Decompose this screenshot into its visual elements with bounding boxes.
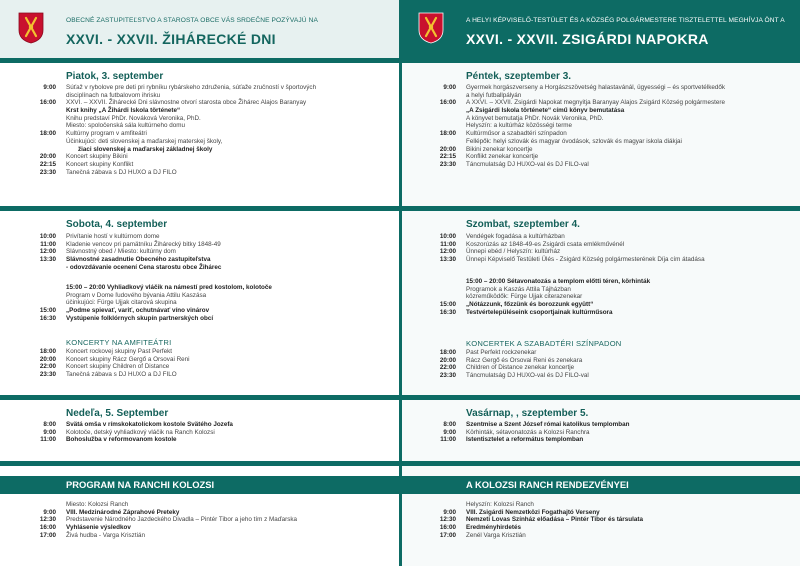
event-time: 18:00: [439, 349, 456, 356]
event-text: VIII. Medzinárodné Záprahové Preteky: [66, 508, 180, 516]
event-text: Bohoslužba v reformovanom kostole: [66, 436, 177, 444]
event-text: Knihu predstaví PhDr. Nováková Veronika, PhD.: [66, 114, 201, 122]
ranch-title: PROGRAM NA RANCHI KOLOZSI: [0, 476, 400, 494]
coat-of-arms-icon: [418, 12, 444, 44]
event-text: „A Zsigárdi Iskola története“ című könyv bemutatása: [466, 107, 625, 115]
slovak-header: [0, 0, 400, 58]
schedule-row: [400, 509, 800, 517]
event-time: 23:30: [39, 371, 56, 379]
schedule-row: [400, 256, 800, 264]
event-text: Program v Dome ľudového bývania Attilu Kaszása: [66, 291, 207, 299]
event-time: 15:00: [439, 301, 456, 309]
event-text: „Podme spievať, variť, ochutnávať víno vinárov: [66, 307, 210, 315]
schedule-row: [400, 130, 800, 138]
event-text: žiaci slovenskej a maďarskej základnej školy: [78, 145, 213, 153]
schedule-row: [0, 532, 400, 540]
section-divider: [400, 206, 800, 211]
event-text: VIII. Zsigárdi Nemzetközi Fogathajtó Verseny: [466, 508, 600, 516]
schedule-row: [0, 84, 400, 92]
event-text: Programok a Kaszás Attila Tájházban: [466, 285, 571, 293]
schedule-row: [0, 130, 400, 138]
schedule-row: [0, 509, 400, 517]
schedule-list: [0, 501, 400, 539]
schedule-row: [400, 524, 800, 532]
schedule-row: [0, 284, 400, 292]
section-divider: [400, 58, 800, 63]
event-time: 11:00: [40, 240, 56, 248]
event-text: účinkujúci: Fürge Ujjak citarová skupina: [66, 299, 177, 307]
section-divider: [400, 461, 800, 466]
event-text: Tanečná zábava s DJ HUXO a DJ FILO: [66, 168, 177, 176]
event-time: 23:30: [439, 372, 456, 380]
event-time: 16:00: [39, 524, 56, 532]
event-time: 18:00: [39, 348, 56, 355]
event-text: Vendégek fogadása a kultúrházban: [466, 233, 565, 240]
event-time: 10:00: [39, 233, 56, 240]
event-time: 12:00: [439, 248, 456, 256]
event-text: Vystúpenie folklórnych skupín partnerských obcí: [66, 314, 214, 322]
schedule-row: [400, 421, 800, 429]
schedule-row: [0, 307, 400, 315]
schedule-row: [0, 421, 400, 429]
event-text: Past Perfekt rockzenekar: [466, 349, 537, 356]
event-text: Účinkujúci: deti slovenskej a maďarskej materskej školy,: [66, 137, 223, 145]
event-text: Krst knihy „A Žihárdi Iskola története“: [66, 107, 181, 115]
schedule-row: [0, 138, 400, 146]
event-text: Vyhlásenie výsledkov: [66, 524, 131, 532]
event-time: 22:00: [39, 363, 56, 371]
event-time: 9:00: [43, 428, 56, 436]
section-divider: [0, 58, 400, 63]
hungarian-column: [400, 0, 800, 566]
event-text: 15:00 – 20:00 Sétavonatozás a templom előtti téren, körhinták: [466, 278, 651, 285]
column-divider: [399, 0, 402, 566]
event-text: Kolotoče, detský vyhliadkový vláčik na Ranch Kolozsi: [66, 428, 215, 436]
schedule-row: [400, 233, 800, 241]
schedule-row: [0, 264, 400, 272]
event-time: 20:00: [439, 356, 456, 364]
event-text: Eredményhirdetés: [466, 524, 521, 532]
event-time: 17:00: [39, 531, 56, 539]
event-text: Koszorúzás az 1848-49-es Zsigárdi csata emlékművénél: [466, 240, 625, 248]
event-title: XXVI. - XXVII. ŽIHÁRECKÉ DNI: [66, 31, 276, 47]
event-text: Kultúrny program v amfiteátri: [66, 130, 147, 138]
event-text: Bikini zenekar koncertje: [466, 145, 533, 153]
schedule-row: [0, 169, 400, 177]
concerts-subheading: KONCERTY NA AMFITEÁTRI: [66, 338, 172, 347]
event-time: 8:00: [43, 421, 56, 428]
section-divider: [0, 395, 400, 400]
event-time: 18:00: [39, 130, 56, 138]
event-time: 13:30: [39, 256, 56, 264]
schedule-list: [400, 421, 800, 444]
schedule-list: [0, 233, 400, 271]
schedule-row: [400, 115, 800, 123]
event-time: 20:00: [39, 355, 56, 363]
schedule-row: [400, 436, 800, 444]
schedule-row: [0, 356, 400, 364]
schedule-row: [400, 241, 800, 249]
schedule-row: [400, 84, 800, 92]
schedule-list: [0, 421, 400, 444]
schedule-row: [0, 146, 400, 154]
event-text: A XXVI. – XXVII. Zsigárdi Napokat megnyitja Baranyay Alajos Zsigárd Község polgármestere: [466, 99, 725, 107]
event-text: Konflikt zenekar koncertje: [466, 153, 539, 161]
event-time: 9:00: [43, 84, 56, 91]
event-time: 9:00: [43, 508, 56, 516]
day-title: Sobota, 4. september: [66, 219, 168, 230]
event-text: Koncert skupiny Konflikt: [66, 160, 134, 168]
event-time: 9:00: [443, 508, 456, 516]
schedule-list: [400, 233, 800, 264]
event-text: Kultúrműsor a szabadtéri színpadon: [466, 130, 567, 138]
event-time: 11:00: [440, 436, 456, 444]
ranch-title: A KOLOZSI RANCH RENDEZVÉNYEI: [400, 476, 800, 494]
event-text: Koncert skupiny Children of Distance: [66, 363, 170, 371]
event-title: XXVI. - XXVII. ZSIGÁRDI NAPOKRA: [466, 31, 709, 47]
schedule-row: [0, 299, 400, 307]
schedule-row: [400, 516, 800, 524]
schedule-list: [0, 84, 400, 176]
schedule-list: [400, 349, 800, 380]
event-time: 20:00: [39, 153, 56, 161]
schedule-row: [0, 516, 400, 524]
event-text: Rácz Gergő és Orsovai Reni és zenekara: [466, 356, 583, 364]
event-text: Slávnostné zasadnutie Obecného zastupiteľstva: [66, 256, 211, 264]
schedule-row: [0, 115, 400, 123]
event-time: 12:30: [39, 516, 56, 524]
event-text: Koncert skupiny Rácz Gergő a Orsovai Reni: [66, 355, 190, 363]
event-time: 16:30: [439, 308, 456, 316]
event-text: XXVI. – XXVII. Žihárecké Dni slávnostne otvorí starosta obce Žihárec Alajos Baranyay: [66, 99, 307, 107]
event-text: disciplínach na futbalovom ihrisku: [66, 91, 161, 99]
event-text: A könyvet bemutatja PhDr. Novák Veronika, PhD.: [466, 114, 604, 122]
event-time: 15:00: [39, 307, 56, 315]
ranch-program: [0, 461, 400, 566]
schedule-row: [400, 301, 800, 309]
day-title: Nedeľa, 5. September: [66, 408, 169, 419]
event-time: 11:00: [440, 240, 456, 248]
schedule-row: [400, 92, 800, 100]
schedule-list: [400, 278, 800, 316]
schedule-row: [0, 107, 400, 115]
event-text: Istentisztelet a református templomban: [466, 436, 584, 444]
schedule-row: [400, 364, 800, 372]
schedule-list: [0, 284, 400, 322]
schedule-row: [0, 241, 400, 249]
event-time: 16:00: [439, 99, 456, 107]
day-title: Péntek, szeptember 3.: [466, 71, 572, 82]
section-divider: [400, 395, 800, 400]
hungarian-header: [400, 0, 800, 58]
event-text: - odovzdávanie ocenení Cena starostu obce Žihárec: [66, 263, 222, 271]
event-text: Slávnostný obed / Miesto: kultúrny dom: [66, 248, 176, 256]
schedule-row: [0, 233, 400, 241]
event-time: 13:30: [439, 256, 456, 264]
schedule-row: [400, 501, 800, 509]
event-time: 22:00: [439, 364, 456, 372]
event-text: Táncmulatság DJ HUXO-val és DJ FILO-val: [466, 160, 589, 168]
schedule-list: [400, 84, 800, 169]
event-text: Táncmulatság DJ HUXO-val és DJ FILO-val: [466, 372, 589, 380]
event-time: 23:30: [39, 168, 56, 176]
schedule-row: [400, 532, 800, 540]
invitation-intro: OBECNÉ ZASTUPITEĽSTVO A STAROSTA OBCE VÁS SRDEČNE POZÝVAJÚ NA: [66, 17, 318, 24]
event-text: Zenél Varga Krisztián: [466, 531, 526, 539]
event-text: Nemzeti Lovas Színház előadása – Pintér Tibor és társulata: [466, 516, 643, 524]
schedule-row: [0, 153, 400, 161]
schedule-row: [400, 248, 800, 256]
schedule-row: [0, 161, 400, 169]
event-text: Predstavenie Národného Jazdeckého Divadla – Pintér Tibor a jeho tím z Maďarska: [66, 516, 298, 524]
schedule-row: [0, 99, 400, 107]
event-text: Súťaž v rybolove pre deti pri rybníku rybárskeho združenia, súťaže zručností v športových: [66, 84, 317, 91]
event-text: Živá hudba - Varga Krisztián: [66, 531, 145, 539]
schedule-row: [0, 248, 400, 256]
schedule-row: [0, 256, 400, 264]
event-text: Miesto: Kolozsi Ranch: [66, 501, 129, 508]
event-time: 18:00: [439, 130, 456, 138]
event-text: Privítanie hostí v kultúrnom dome: [66, 233, 160, 240]
event-time: 12:30: [439, 516, 456, 524]
schedule-row: [0, 501, 400, 509]
schedule-row: [0, 122, 400, 130]
schedule-row: [400, 138, 800, 146]
schedule-row: [0, 429, 400, 437]
event-time: 11:00: [40, 436, 56, 444]
schedule-row: [400, 122, 800, 130]
event-text: Helyszín: Kolozsi Ranch: [466, 501, 534, 508]
schedule-row: [400, 429, 800, 437]
schedule-row: [400, 161, 800, 169]
event-text: Testvértelepüléseink csoportjainak kultúrműsora: [466, 308, 613, 316]
schedule-row: [400, 278, 800, 286]
event-text: 15:00 – 20:00 Vyhliadkový vláčik na námestí pred kostolom, kolotoče: [66, 284, 272, 291]
event-text: Helyszín: a kultúrház közösségi terme: [466, 122, 573, 130]
schedule-row: [0, 371, 400, 379]
schedule-row: [0, 292, 400, 300]
schedule-row: [400, 309, 800, 317]
schedule-list: [400, 501, 800, 539]
event-time: 12:00: [39, 248, 56, 256]
event-text: Koncert skupiny Bikini: [66, 153, 128, 161]
event-text: Children of Distance zenekar koncertje: [466, 364, 575, 372]
event-text: Tanečná zábava s DJ HUXO a DJ FILO: [66, 371, 177, 379]
event-text: Szentmise a Szent József római katolikus templomban: [466, 421, 630, 428]
schedule-row: [400, 357, 800, 365]
event-time: 17:00: [439, 531, 456, 539]
schedule-row: [400, 286, 800, 294]
day-title: Piatok, 3. september: [66, 71, 164, 82]
schedule-row: [400, 153, 800, 161]
event-text: a helyi futballpályán: [466, 91, 522, 99]
event-text: Kladenie vencov pri pamätníku Žihárecký bitky 1848-49: [66, 240, 221, 248]
event-time: 16:00: [439, 524, 456, 532]
schedule-row: [0, 363, 400, 371]
ranch-program: [400, 461, 800, 566]
schedule-list: [0, 348, 400, 379]
schedule-row: [0, 436, 400, 444]
event-time: 22:15: [439, 153, 456, 161]
event-time: 22:15: [39, 160, 56, 168]
event-text: Fellépők: helyi szlovák és magyar óvodások, szlovák és magyar iskola diákjai: [466, 137, 682, 145]
coat-of-arms-icon: [18, 12, 44, 44]
event-time: 20:00: [439, 145, 456, 153]
schedule-row: [0, 315, 400, 323]
day-title: Szombat, szeptember 4.: [466, 219, 580, 230]
schedule-row: [400, 99, 800, 107]
event-time: 9:00: [443, 428, 456, 436]
schedule-row: [400, 372, 800, 380]
concerts-subheading: KONCERTEK A SZABADTÉRI SZÍNPADON: [466, 339, 622, 348]
event-time: 10:00: [439, 233, 456, 240]
event-text: Koncert rockovej skupiny Past Perfekt: [66, 348, 173, 355]
event-text: Ünnepi ebéd / Helyszín: kultúrház: [466, 248, 561, 256]
invitation-intro: A HELYI KÉPVISELŐ-TESTÜLET ÉS A KÖZSÉG POLGÁRMESTERE TISZTELETTEL MEGHÍVJA ÖNT A: [466, 17, 785, 24]
event-time: 16:30: [39, 314, 56, 322]
event-time: 23:30: [439, 160, 456, 168]
event-time: 9:00: [443, 84, 456, 91]
day-title: Vasárnap, , szeptember 5.: [466, 408, 589, 419]
event-text: „Nótázzunk, főzzünk és borozzunk együtt“: [466, 301, 594, 309]
event-time: 16:00: [39, 99, 56, 107]
schedule-row: [0, 348, 400, 356]
event-text: közreműködők: Fürge Ujjak citerazenekar: [466, 293, 583, 301]
event-text: Ünnepi Képviselő Testületi Ülés - Zsigárd Község polgármesterének Díja cím átadása: [466, 256, 705, 264]
schedule-row: [400, 146, 800, 154]
event-time: 8:00: [443, 421, 456, 428]
event-text: Gyermek horgászverseny a Horgászszövetség halastavánál, ügyességi – és sportvetélkedők: [466, 84, 726, 91]
schedule-row: [400, 293, 800, 301]
event-text: Körhinták, sétavonatozás a Kolozsi Ranchra: [466, 428, 590, 436]
event-text: Svätá omša v rímskokatolíckom kostole Svätého Jozefa: [66, 421, 233, 428]
schedule-row: [0, 524, 400, 532]
schedule-row: [400, 107, 800, 115]
section-divider: [0, 461, 400, 466]
schedule-row: [400, 349, 800, 357]
section-divider: [0, 206, 400, 211]
event-text: Miesto: spoločenská sála kultúrneho domu: [66, 122, 186, 130]
